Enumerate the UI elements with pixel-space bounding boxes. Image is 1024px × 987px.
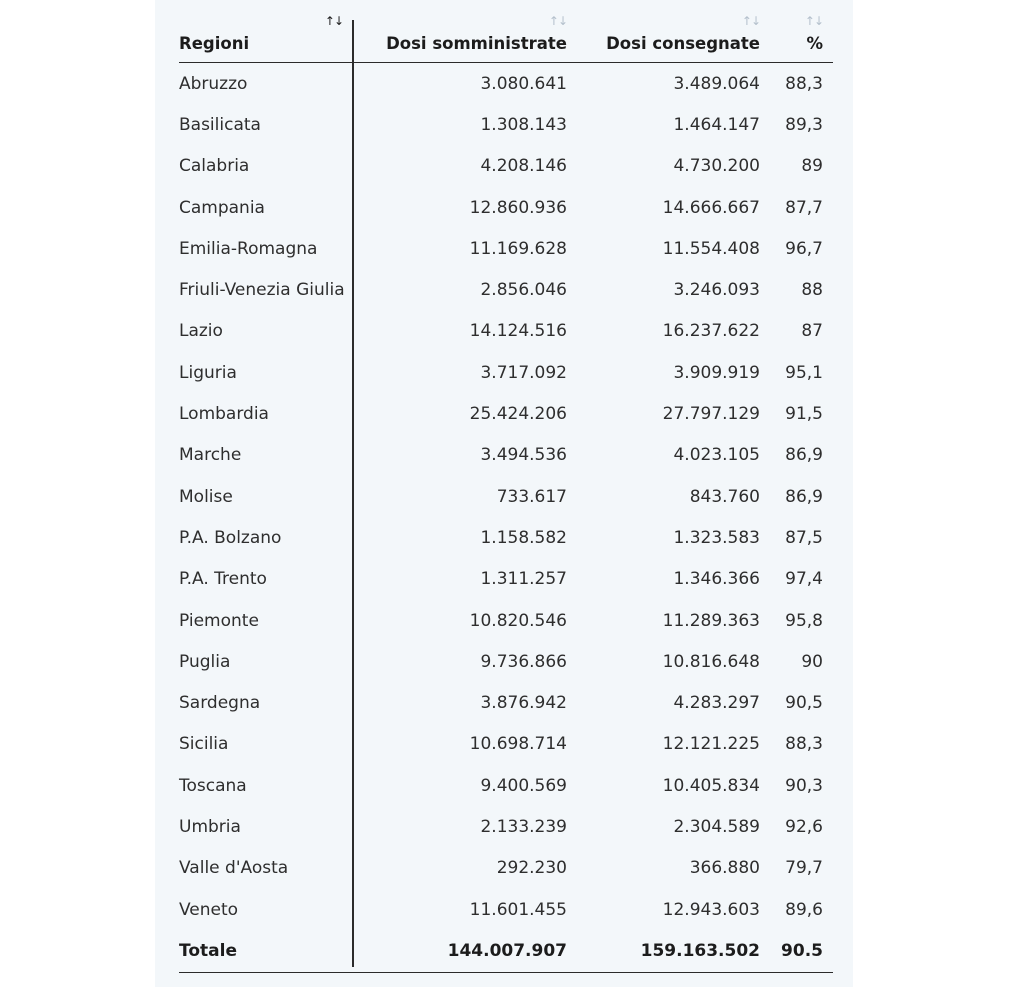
cell-dosi-consegnate: 4.023.105: [673, 445, 760, 466]
cell-regione: Valle d'Aosta: [179, 858, 289, 879]
cell-percent: 89: [801, 156, 823, 177]
cell-regione: Campania: [179, 197, 265, 218]
table-row: [179, 435, 833, 476]
table-row: [179, 269, 833, 310]
cell-percent: 90: [801, 651, 823, 672]
cell-dosi-somministrate: 292.230: [496, 858, 567, 879]
table-row: [179, 724, 833, 765]
cell-regione: Lombardia: [179, 404, 269, 425]
cell-dosi-somministrate: 4.208.146: [480, 156, 567, 177]
table-row: [179, 848, 833, 889]
cell-dosi-consegnate: 12.943.603: [662, 899, 760, 920]
cell-percent: 89,3: [785, 114, 823, 135]
total-label: Totale: [179, 940, 237, 961]
vaccine-doses-table: [179, 0, 833, 973]
column-header-label: Dosi consegnate: [606, 34, 760, 53]
cell-regione: Veneto: [179, 899, 239, 920]
table-row: [179, 600, 833, 641]
table-row: [179, 517, 833, 558]
cell-regione: P.A. Trento: [179, 569, 267, 590]
cell-dosi-consegnate: 1.464.147: [673, 114, 760, 135]
cell-percent: 92,6: [785, 816, 823, 837]
table-row: [179, 806, 833, 847]
cell-regione: Friuli-Venezia Giulia: [179, 280, 345, 301]
cell-dosi-consegnate: 16.237.622: [662, 321, 760, 342]
vaccine-doses-table-panel: [155, 0, 853, 987]
cell-dosi-somministrate: 12.860.936: [469, 197, 567, 218]
cell-percent: 95,1: [785, 362, 823, 383]
cell-dosi-somministrate: 14.124.516: [469, 321, 567, 342]
table-row: [179, 311, 833, 352]
cell-percent: 87,5: [785, 527, 823, 548]
cell-dosi-consegnate: 10.405.834: [662, 775, 760, 796]
sort-arrows-icon[interactable]: ↑↓: [741, 14, 760, 28]
sort-arrows-icon[interactable]: ↑↓: [804, 14, 823, 28]
cell-dosi-somministrate: 3.876.942: [480, 693, 567, 714]
cell-regione: Puglia: [179, 651, 231, 672]
cell-dosi-consegnate: 14.666.667: [662, 197, 760, 218]
table-row: [179, 476, 833, 517]
column-divider: [352, 20, 354, 967]
cell-percent: 86,9: [785, 445, 823, 466]
table-row: [179, 393, 833, 434]
cell-dosi-somministrate: 25.424.206: [469, 404, 567, 425]
column-header-label: Dosi somministrate: [386, 34, 567, 53]
cell-percent: 79,7: [785, 858, 823, 879]
cell-dosi-somministrate: 9.400.569: [480, 775, 567, 796]
cell-regione: Piemonte: [179, 610, 259, 631]
table-row: [179, 146, 833, 187]
cell-dosi-consegnate: 3.489.064: [673, 73, 760, 94]
cell-percent: 86,9: [785, 486, 823, 507]
cell-percent: 96,7: [785, 238, 823, 259]
cell-percent: 89,6: [785, 899, 823, 920]
cell-percent: 87,7: [785, 197, 823, 218]
cell-dosi-consegnate: 11.289.363: [662, 610, 760, 631]
column-header-dosi-consegnate[interactable]: [579, 0, 760, 62]
cell-dosi-somministrate: 3.080.641: [480, 73, 567, 94]
cell-dosi-consegnate: 1.323.583: [673, 527, 760, 548]
table-total-row: [179, 930, 833, 972]
cell-dosi-consegnate: 3.909.919: [673, 362, 760, 383]
cell-dosi-consegnate: 843.760: [689, 486, 760, 507]
column-header-regioni[interactable]: [179, 0, 349, 62]
cell-regione: Toscana: [179, 775, 247, 796]
total-delivered: 159.163.502: [640, 940, 760, 961]
cell-dosi-consegnate: 12.121.225: [662, 734, 760, 755]
cell-regione: Lazio: [179, 321, 223, 342]
cell-dosi-consegnate: 2.304.589: [673, 816, 760, 837]
column-header-dosi-somministrate[interactable]: [369, 0, 567, 62]
table-header: [179, 0, 833, 63]
cell-percent: 91,5: [785, 404, 823, 425]
cell-dosi-somministrate: 733.617: [496, 486, 567, 507]
cell-regione: Basilicata: [179, 114, 261, 135]
cell-dosi-consegnate: 4.730.200: [673, 156, 760, 177]
cell-dosi-somministrate: 11.601.455: [469, 899, 567, 920]
cell-dosi-somministrate: 2.856.046: [480, 280, 567, 301]
column-header-label: Regioni: [179, 34, 250, 53]
cell-percent: 90,3: [785, 775, 823, 796]
table-row: [179, 63, 833, 104]
cell-dosi-somministrate: 3.717.092: [480, 362, 567, 383]
cell-dosi-somministrate: 9.736.866: [480, 651, 567, 672]
cell-regione: Abruzzo: [179, 73, 248, 94]
table-row: [179, 559, 833, 600]
cell-regione: Calabria: [179, 156, 250, 177]
table-row: [179, 765, 833, 806]
cell-percent: 97,4: [785, 569, 823, 590]
cell-percent: 95,8: [785, 610, 823, 631]
column-header-percent[interactable]: [771, 0, 823, 62]
table-row: [179, 352, 833, 393]
column-header-label: %: [806, 34, 823, 53]
cell-dosi-somministrate: 1.158.582: [480, 527, 567, 548]
cell-dosi-consegnate: 366.880: [689, 858, 760, 879]
cell-regione: Molise: [179, 486, 233, 507]
table-body: [179, 63, 833, 930]
total-percent: 90.5: [781, 940, 823, 961]
cell-dosi-consegnate: 11.554.408: [662, 238, 760, 259]
table-row: [179, 889, 833, 930]
sort-arrows-icon[interactable]: ↑↓: [548, 14, 567, 28]
cell-regione: Emilia-Romagna: [179, 238, 318, 259]
cell-dosi-somministrate: 10.820.546: [469, 610, 567, 631]
cell-regione: Umbria: [179, 816, 241, 837]
cell-dosi-consegnate: 1.346.366: [673, 569, 760, 590]
cell-dosi-somministrate: 2.133.239: [480, 816, 567, 837]
cell-dosi-somministrate: 1.311.257: [480, 569, 567, 590]
cell-dosi-consegnate: 4.283.297: [673, 693, 760, 714]
cell-dosi-somministrate: 10.698.714: [469, 734, 567, 755]
sort-arrows-icon[interactable]: ↑↓: [324, 14, 343, 28]
table-row: [179, 682, 833, 723]
table-row: [179, 641, 833, 682]
total-administered: 144.007.907: [447, 940, 567, 961]
cell-dosi-consegnate: 3.246.093: [673, 280, 760, 301]
cell-dosi-consegnate: 10.816.648: [662, 651, 760, 672]
table-row: [179, 228, 833, 269]
cell-dosi-somministrate: 3.494.536: [480, 445, 567, 466]
cell-dosi-somministrate: 1.308.143: [480, 114, 567, 135]
cell-regione: Sicilia: [179, 734, 229, 755]
cell-percent: 87: [801, 321, 823, 342]
table-row: [179, 187, 833, 228]
cell-regione: Marche: [179, 445, 242, 466]
cell-percent: 88: [801, 280, 823, 301]
cell-percent: 90,5: [785, 693, 823, 714]
table-row: [179, 104, 833, 145]
cell-percent: 88,3: [785, 734, 823, 755]
cell-percent: 88,3: [785, 73, 823, 94]
cell-dosi-consegnate: 27.797.129: [662, 404, 760, 425]
cell-regione: Liguria: [179, 362, 237, 383]
cell-regione: P.A. Bolzano: [179, 527, 282, 548]
cell-regione: Sardegna: [179, 693, 261, 714]
cell-dosi-somministrate: 11.169.628: [469, 238, 567, 259]
